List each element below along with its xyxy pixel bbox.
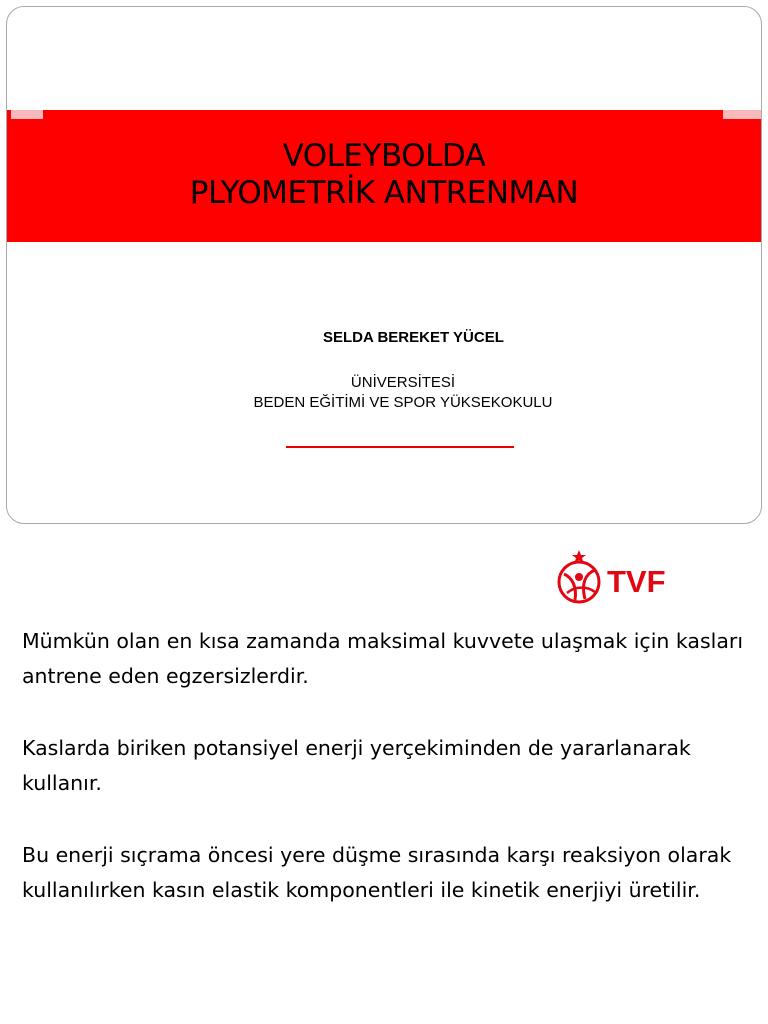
paragraph-3: Bu enerji sıçrama öncesi yere düşme sırasında karşı reaksiyon olarak kullanılırken kasın elastik komponentleri ile kinetik enerjiyi üretilir.	[22, 843, 732, 902]
tvf-logo	[555, 550, 679, 606]
paragraph-2: Kaslarda biriken potansiyel enerji yerçekiminden de yararlanarak kullanır.	[22, 736, 691, 795]
slide-title	[7, 138, 761, 212]
title-line-2: PLYOMETRİK ANTRENMAN	[189, 175, 579, 211]
title-slide	[6, 6, 762, 524]
volleyball-star-logo-icon	[555, 550, 679, 606]
body-text	[22, 624, 752, 945]
affiliation	[223, 373, 583, 413]
logo-text: TVF	[607, 564, 666, 599]
divider-line	[286, 446, 514, 448]
paragraph-1: Mümkün olan en kısa zamanda maksimal kuvvete ulaşmak için kasları antrene eden egzersizlerdir.	[22, 629, 744, 688]
affiliation-line-2: BEDEN EĞİTİMİ VE SPOR YÜKSEKOKULU	[253, 394, 553, 411]
band-tab-right	[723, 110, 761, 119]
author-name: SELDA BEREKET YÜCEL	[323, 329, 504, 346]
affiliation-line-1: ÜNİVERSİTESİ	[350, 374, 456, 391]
band-tab-left	[11, 110, 43, 119]
title-line-1: VOLEYBOLDA	[282, 138, 486, 174]
